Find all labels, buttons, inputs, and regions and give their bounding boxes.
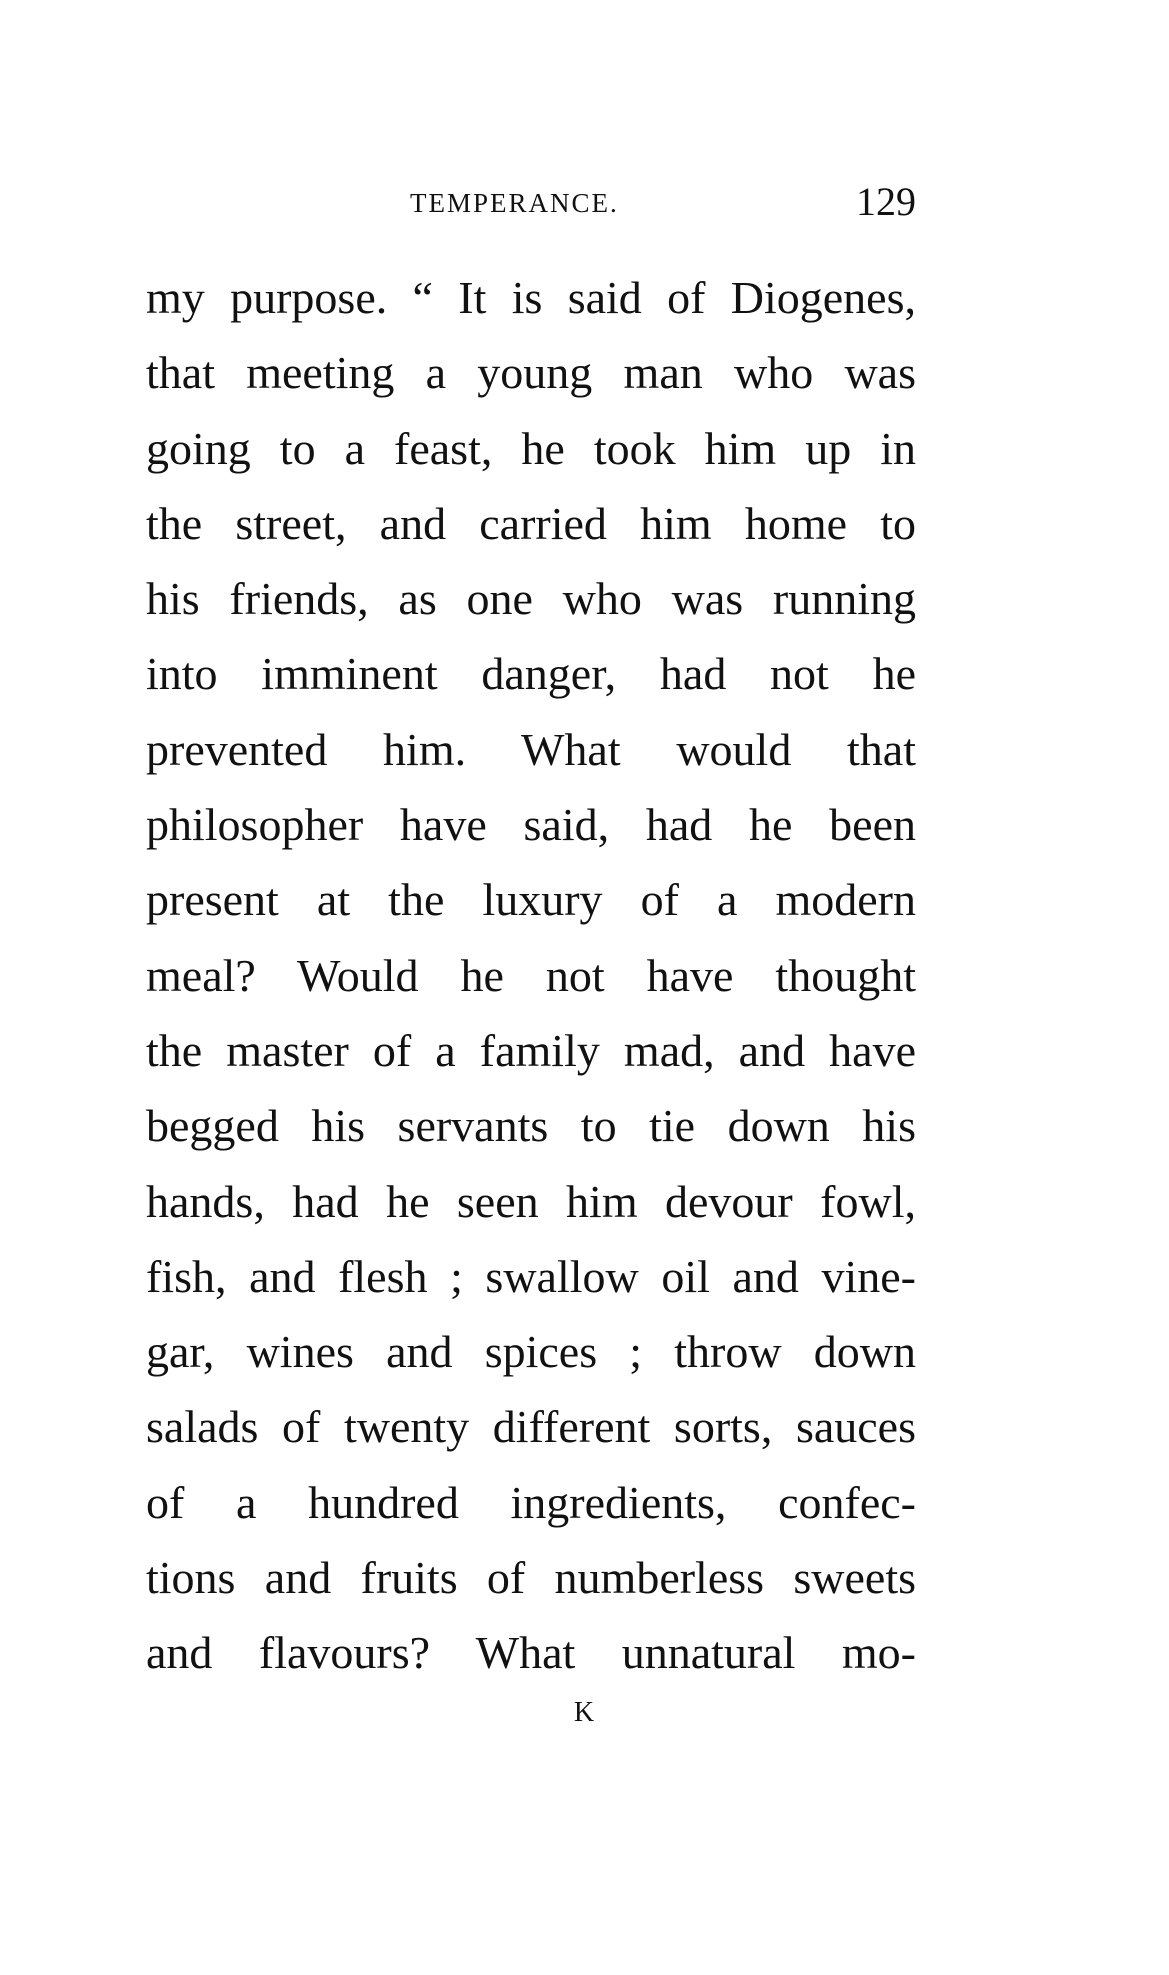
page-number: 129 — [856, 179, 916, 224]
signature-mark: K — [573, 1697, 596, 1728]
text-line: present at the luxury of a modern — [146, 874, 916, 926]
text-line: philosopher have said, had he been — [146, 799, 916, 851]
body-text — [146, 260, 916, 1691]
text-line: and flavours? What unnatural mo- — [146, 1627, 916, 1679]
text-line: my purpose. “ It is said of Diogenes, — [146, 272, 916, 323]
text-line: fish, and flesh ; swallow oil and vine- — [146, 1250, 916, 1302]
running-head — [146, 178, 916, 228]
text-line: the master of a family mad, and have — [146, 1024, 916, 1076]
text-line: meal? Would he not have thought — [146, 949, 916, 1001]
text-line: gar, wines and spices ; throw down — [146, 1326, 916, 1378]
text-line: begged his servants to tie down his — [146, 1100, 916, 1152]
text-line: into imminent danger, had not he — [146, 648, 916, 700]
text-line: salads of twenty different sorts, sauces — [146, 1401, 916, 1453]
text-line: prevented him. What would that — [146, 723, 916, 775]
text-line: hands, had he seen him devour fowl, — [146, 1175, 916, 1227]
text-line: tions and fruits of numberless sweets — [146, 1552, 916, 1604]
text-line: going to a feast, he took him up in — [146, 422, 916, 474]
text-line: the street, and carried him home to — [146, 497, 916, 549]
running-title: TEMPERANCE. — [410, 188, 619, 218]
text-line: of a hundred ingredients, confec- — [146, 1476, 916, 1528]
text-line: that meeting a young man who was — [146, 347, 916, 399]
text-line: his friends, as one who was running — [146, 573, 916, 625]
